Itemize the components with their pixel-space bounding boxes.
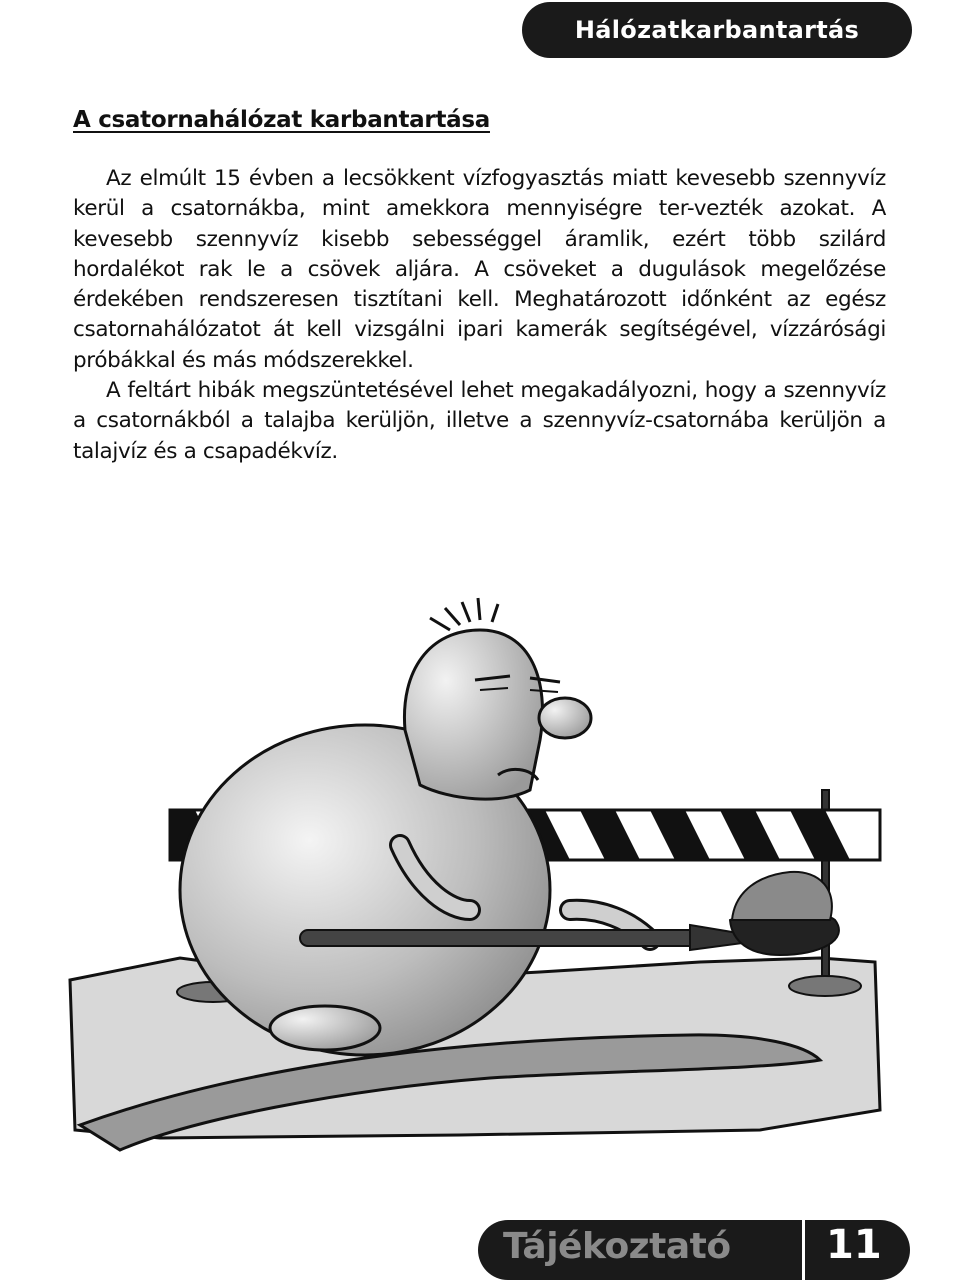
chapter-title: Hálózatkarbantartás: [574, 16, 860, 44]
paragraph-1: Az elmúlt 15 évben a lecsökkent vízfogyasztás miatt kevesebb szennyvíz kerül a csatornákba, mint amekkora mennyiségre ter-vezték azokat. A kevesebb szennyvíz kisebb sebességgel áramlik, ezért több szilárd hordalékot rak le a csövek aljára. A csöveket a dugulások megelőzése érdekében rendszeresen tisztítani kell. Meghatározott időnként az egész csatornahálózatot át kell vizsgálni ipari kamerák segítségével, vízzárósági próbákkal és más módszerekkel.: [73, 166, 886, 373]
footer-title: Tájékoztató: [503, 1226, 731, 1267]
section-title: A csatornahálózat karbantartása: [73, 107, 490, 133]
cartoon-illustration: [60, 590, 900, 1160]
paragraph-2: A feltárt hibák megszüntetésével lehet megakadályozni, hogy a szennyvíz a csatornákból a talajba kerüljön, illetve a szennyvíz-csatornába kerüljön a talajvíz és a csapadékvíz.: [73, 378, 886, 464]
article-body: [73, 164, 886, 467]
page-number: 11: [826, 1222, 882, 1268]
footer-divider: [802, 1220, 805, 1280]
chapter-header: [522, 2, 912, 58]
